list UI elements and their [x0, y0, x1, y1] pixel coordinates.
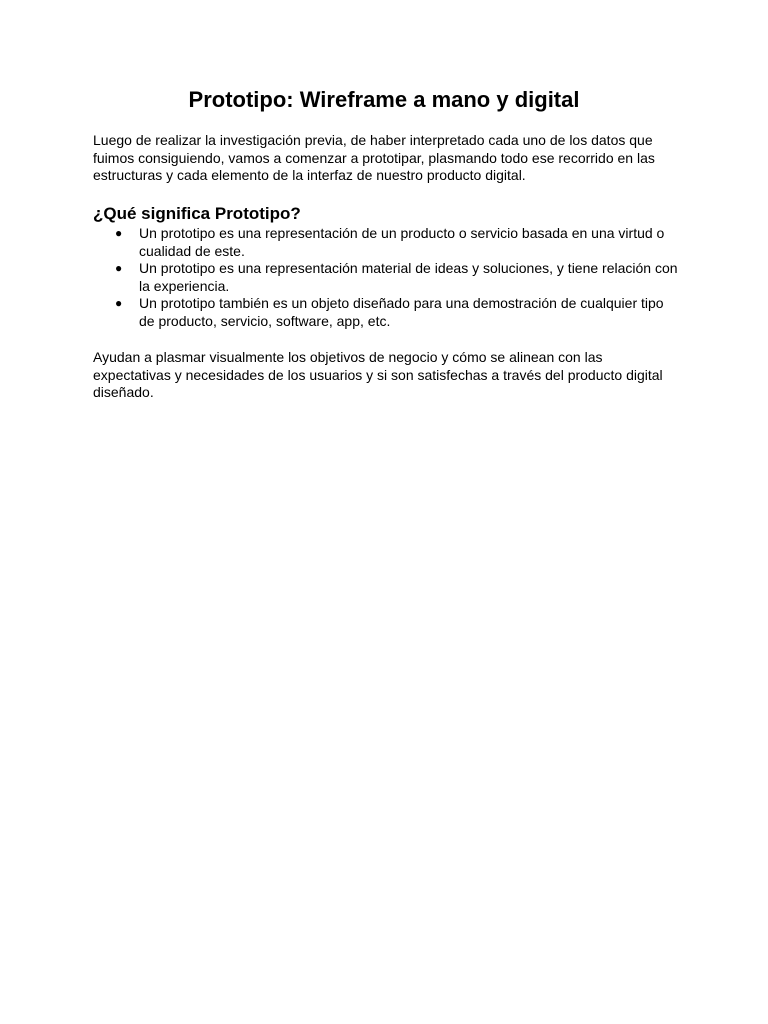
bullet-icon: ● [115, 226, 123, 240]
closing-paragraph: Ayudan a plasmar visualmente los objetivos de negocio y cómo se alinean con las expectativas y necesidades de los usuarios y si son satisfechas a través del producto digital diseñado. [93, 349, 663, 400]
intro-paragraph: Luego de realizar la investigación previa, de haber interpretado cada uno de los datos que fuimos consiguiendo, vamos a comenzar a prototipar, plasmando todo ese recorrido en las estructuras y cada elemento de la interfaz de nuestro producto digital. [93, 132, 655, 183]
list-item [93, 260, 683, 295]
page-title: Prototipo: Wireframe a mano y digital [188, 87, 580, 112]
list-item-text: Un prototipo es una representación de un producto o servicio basada en una virtud o cualidad de este. [139, 225, 665, 259]
list-item-text: Un prototipo también es un objeto diseñado para una demostración de cualquier tipo de producto, servicio, software, app, etc. [139, 295, 664, 329]
bullet-list [93, 225, 683, 330]
list-item-text: Un prototipo es una representación material de ideas y soluciones, y tiene relación con la experiencia. [139, 260, 678, 294]
list-item [93, 225, 683, 260]
section-heading: ¿Qué significa Prototipo? [93, 204, 301, 223]
list-item [93, 295, 683, 330]
bullet-icon: ● [115, 261, 123, 275]
bullet-icon: ● [115, 296, 123, 310]
